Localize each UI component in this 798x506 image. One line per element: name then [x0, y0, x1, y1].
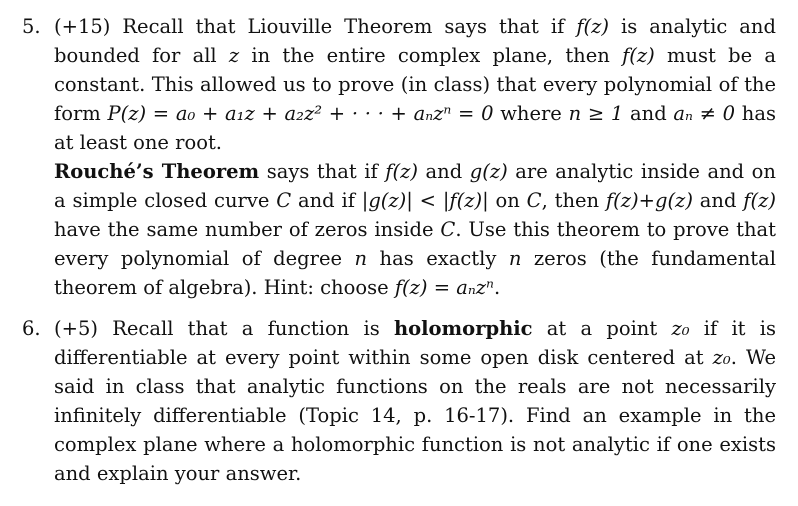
liouville-paragraph: [54, 12, 776, 157]
math-expression: n: [508, 247, 522, 270]
text-run: has at least one root.: [54, 102, 776, 154]
text-run: on: [488, 189, 527, 212]
text-run: in the entire complex plane, then: [239, 44, 623, 67]
math-expression: f(z): [622, 44, 655, 67]
text-run: and: [418, 160, 470, 183]
text-run: have the same number of zeros inside: [54, 218, 441, 241]
text-run: . We said in class that analytic functions on the reals are not necessarily infinitely differentiable (Topic 14, p. 16-17). Find an example in the complex plane where a holomorphic function is not analytic if one exists and explain your answer.: [54, 346, 776, 485]
holomorphic-paragraph: [54, 314, 776, 488]
rouche-paragraph: [54, 157, 776, 302]
math-expression: aₙ ≠ 0: [673, 102, 736, 125]
text-run: (+15) Recall that Liouville Theorem says that if: [54, 15, 577, 38]
text-run: and if: [291, 189, 362, 212]
math-expression: f(z) = aₙzⁿ: [394, 276, 494, 299]
problem-6: [22, 314, 776, 488]
math-expression: f(z): [385, 160, 418, 183]
text-run: and: [623, 102, 674, 125]
math-expression: f(z)+g(z): [605, 189, 693, 212]
text-run: has exactly: [367, 247, 509, 270]
math-expression: z₀: [671, 317, 690, 340]
theorem-name: Rouché’s Theorem: [54, 160, 260, 183]
text-run: . Use this theorem to prove that every polynomial of degree: [54, 218, 776, 270]
math-expression: C: [526, 189, 542, 212]
text-run: (+5) Recall that a function is: [54, 317, 394, 340]
problem-body: [54, 12, 776, 302]
homework-document: [22, 12, 776, 488]
problem-body: [54, 314, 776, 488]
text-run: and: [692, 189, 744, 212]
problem-5: [22, 12, 776, 302]
text-run: if it is differentiable at every point within some open disk centered at: [54, 317, 776, 369]
text-run: .: [493, 276, 501, 299]
text-run: , then: [541, 189, 606, 212]
math-expression: f(z): [576, 15, 610, 38]
math-expression: |g(z)| < |f(z)|: [361, 189, 489, 212]
text-run: is analytic and bounded for all: [54, 15, 776, 67]
polynomial-expression: P(z) = a₀ + a₁z + a₂z² + · · · + aₙzⁿ = 0: [107, 102, 494, 125]
math-expression: n: [354, 247, 368, 270]
math-expression: C: [276, 189, 292, 212]
text-run: says that if: [259, 160, 386, 183]
math-expression: n ≥ 1: [568, 102, 624, 125]
text-run: zeros (the fundamental theorem of algebra). Hint: choose: [54, 247, 776, 299]
math-expression: f(z): [743, 189, 776, 212]
problem-number: 6.: [22, 317, 41, 340]
text-run: where: [493, 102, 569, 125]
math-expression: C: [440, 218, 456, 241]
math-expression: z₀: [712, 346, 731, 369]
problem-number: 5.: [22, 15, 41, 38]
term-holomorphic: holomorphic: [393, 317, 533, 340]
text-run: must be a constant. This allowed us to prove (in class) that every polynomial of the form: [54, 44, 776, 125]
math-expression: g(z): [469, 160, 508, 183]
text-run: at a point: [532, 317, 672, 340]
text-run: are analytic inside and on a simple closed curve: [54, 160, 776, 212]
math-expression: z: [228, 44, 240, 67]
